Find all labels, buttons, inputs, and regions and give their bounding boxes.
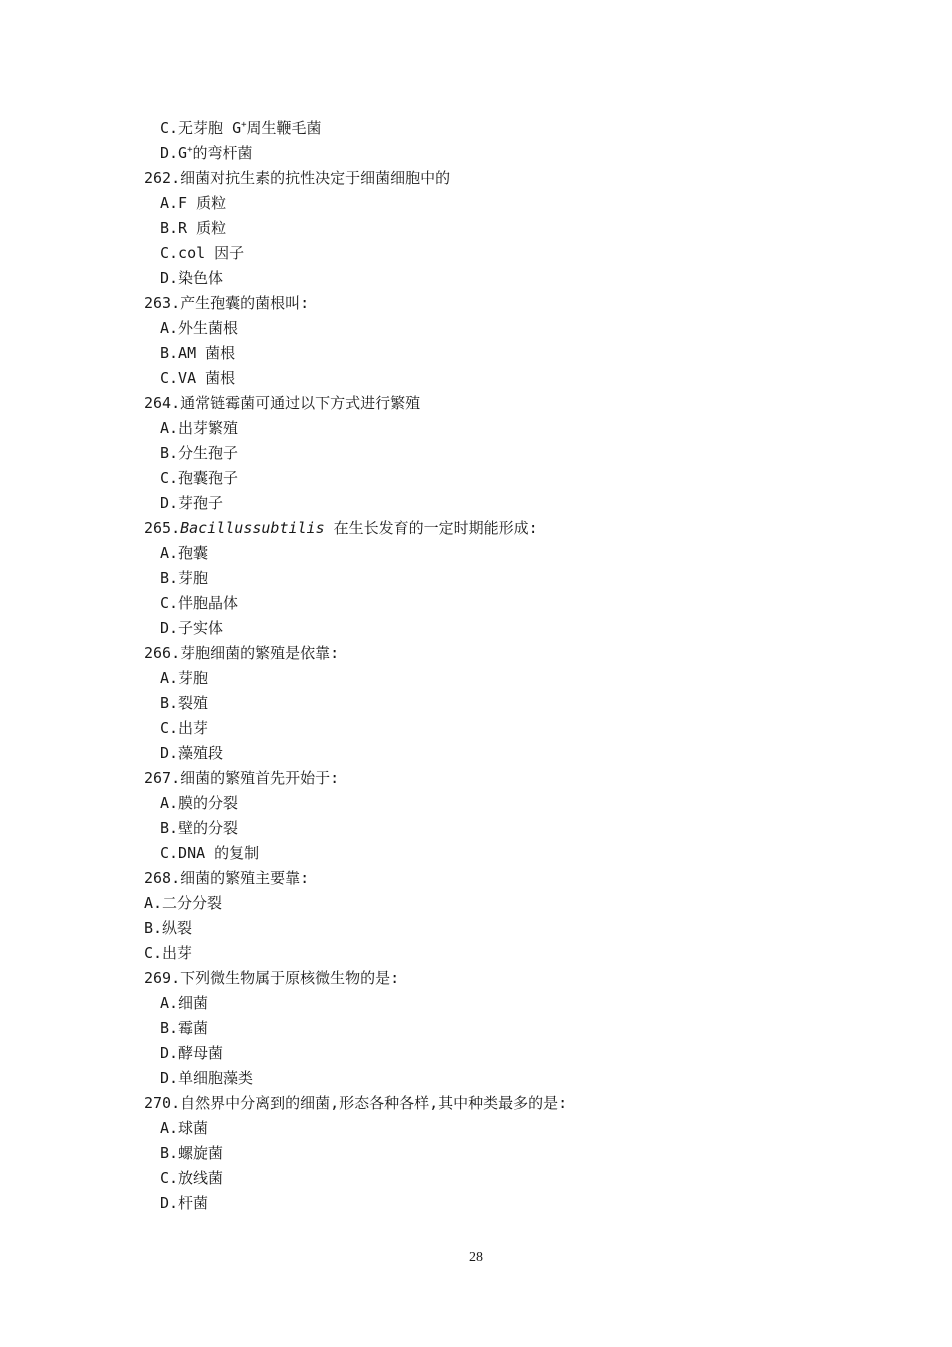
question-262: 262.细菌对抗生素的抗性决定于细菌细胞中的 — [144, 169, 451, 187]
option-270-a: A.球菌 — [160, 1119, 209, 1137]
option-264-b: B.分生孢子 — [160, 444, 239, 462]
option-266-d: D.藻殖段 — [160, 744, 224, 762]
option-266-c: C.出芽 — [160, 719, 209, 737]
option-269-b: B.霉菌 — [160, 1019, 209, 1037]
question-267: 267.细菌的繁殖首先开始于: — [144, 769, 340, 787]
gram-positive-sup: + — [187, 145, 193, 155]
option-265-d: D.子实体 — [160, 619, 224, 637]
option-264-d: D.芽孢子 — [160, 494, 224, 512]
option-262-b: B.R 质粒 — [160, 219, 227, 237]
species-name: Bacillussubtilis — [180, 519, 325, 537]
option-c-no-spore-flagella: C.无芽胞 G+周生鞭毛菌 — [160, 119, 322, 137]
question-268: 268.细菌的繁殖主要靠: — [144, 869, 310, 887]
option-268-c: C.出芽 — [144, 944, 193, 962]
option-262-d: D.染色体 — [160, 269, 224, 287]
option-265-b: B.芽胞 — [160, 569, 209, 587]
option-262-a: A.F 质粒 — [160, 194, 227, 212]
option-269-a: A.细菌 — [160, 994, 209, 1012]
option-263-a: A.外生菌根 — [160, 319, 239, 337]
question-list — [144, 116, 844, 1216]
option-269-d-yeast: D.酵母菌 — [160, 1044, 224, 1062]
option-267-b: B.壁的分裂 — [160, 819, 239, 837]
option-263-b: B.AM 菌根 — [160, 344, 236, 362]
gram-positive-sup: + — [241, 120, 247, 130]
option-265-a: A.孢囊 — [160, 544, 209, 562]
option-270-d: D.杆菌 — [160, 1194, 209, 1212]
option-270-c: C.放线菌 — [160, 1169, 224, 1187]
option-270-b: B.螺旋菌 — [160, 1144, 224, 1162]
option-262-c: C.col 因子 — [160, 244, 245, 262]
option-266-b: B.裂殖 — [160, 694, 209, 712]
option-265-c: C.伴胞晶体 — [160, 594, 239, 612]
question-269: 269.下列微生物属于原核微生物的是: — [144, 969, 400, 987]
question-265: 265.Bacillussubtilis 在生长发育的一定时期能形成: — [144, 519, 538, 537]
option-268-a: A.二分分裂 — [144, 894, 223, 912]
option-267-a: A.膜的分裂 — [160, 794, 239, 812]
question-266: 266.芽胞细菌的繁殖是依靠: — [144, 644, 340, 662]
question-270: 270.自然界中分离到的细菌,形态各种各样,其中种类最多的是: — [144, 1094, 568, 1112]
option-269-d-algae: D.单细胞藻类 — [160, 1069, 254, 1087]
option-263-c: C.VA 菌根 — [160, 369, 236, 387]
question-263: 263.产生孢囊的菌根叫: — [144, 294, 310, 312]
option-264-a: A.出芽繁殖 — [160, 419, 239, 437]
option-264-c: C.孢囊孢子 — [160, 469, 239, 487]
option-266-a: A.芽胞 — [160, 669, 209, 687]
option-d-curved-rod: D.G+的弯杆菌 — [160, 144, 253, 162]
option-268-b: B.纵裂 — [144, 919, 193, 937]
option-267-c: C.DNA 的复制 — [160, 844, 260, 862]
page-number: 28 — [469, 1250, 483, 1265]
question-264: 264.通常链霉菌可通过以下方式进行繁殖 — [144, 394, 421, 412]
